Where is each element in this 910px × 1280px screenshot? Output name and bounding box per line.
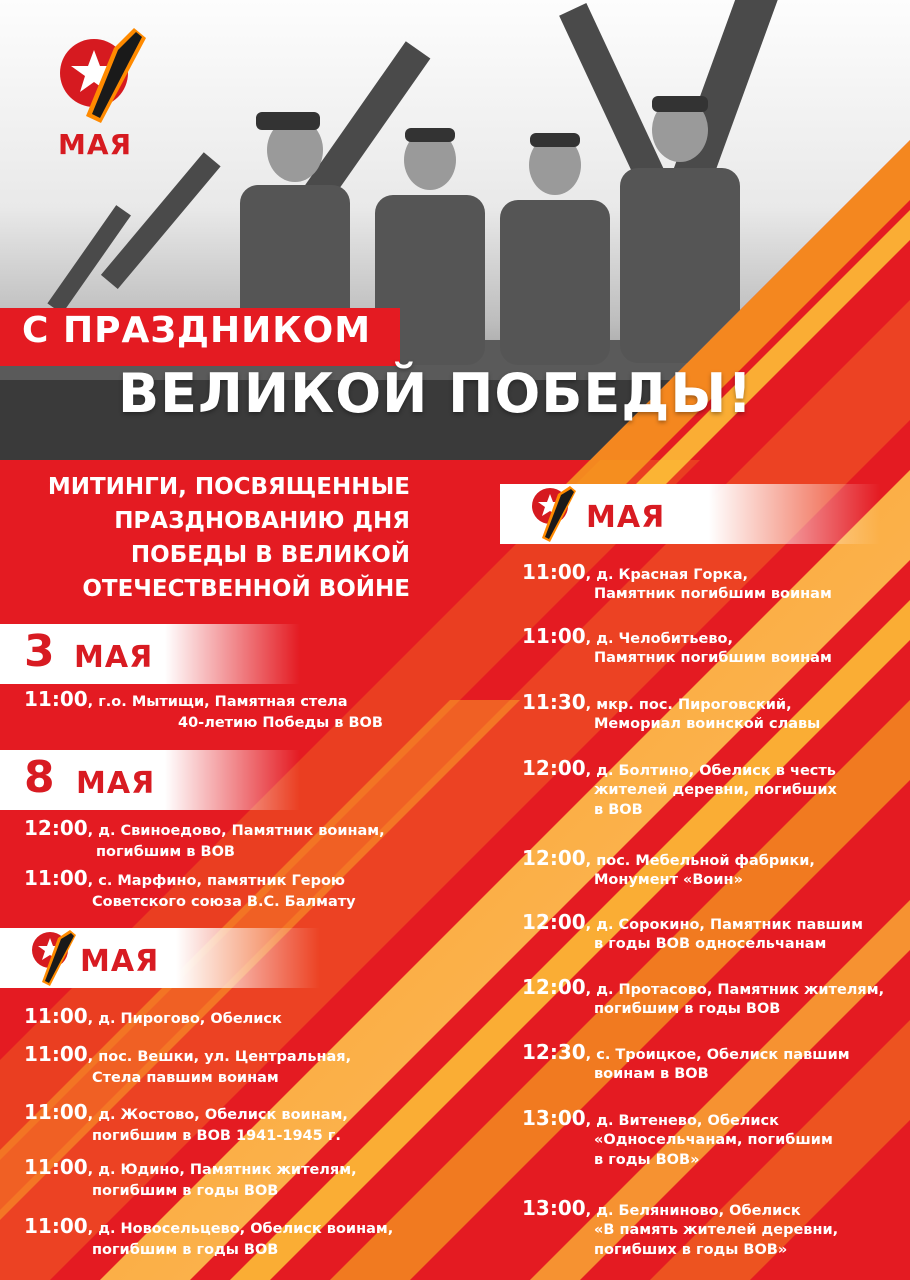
- event-time: 12:00: [24, 816, 88, 840]
- event-line2: «Односельчанам, погибшим: [594, 1132, 833, 1148]
- event-line1: , мкр. пос. Пироговский,: [585, 697, 792, 713]
- heading-line: ПРАЗДНОВАНИЮ ДНЯ: [114, 508, 410, 534]
- event-time: 11:00: [24, 1042, 88, 1066]
- event-item: [24, 1004, 282, 1028]
- event-item: [522, 1040, 850, 1082]
- date-number: 8: [24, 752, 55, 803]
- event-item: [24, 866, 356, 910]
- date-month: МАЯ: [80, 944, 160, 979]
- event-line1: , д. Сорокино, Памятник павшим: [585, 917, 863, 933]
- date-month: МАЯ: [586, 500, 666, 535]
- event-line1: , пос. Мебельной фабрики,: [585, 853, 815, 869]
- heading-line: МИТИНГИ, ПОСВЯЩЕННЫЕ: [47, 474, 410, 500]
- greeting-line1: С ПРАЗДНИКОМ: [22, 310, 372, 351]
- event-time: 11:00: [24, 687, 88, 711]
- event-item: [522, 560, 832, 602]
- event-time: 12:00: [522, 910, 586, 934]
- event-item: [522, 975, 885, 1017]
- event-item: [522, 910, 863, 952]
- event-time: 11:00: [24, 1100, 88, 1124]
- event-item: [24, 1214, 394, 1258]
- event-item: [522, 1106, 833, 1168]
- event-line2: Памятник погибшим воинам: [594, 586, 832, 602]
- event-item: [24, 1155, 357, 1199]
- greeting-line2: ВЕЛИКОЙ ПОБЕДЫ!: [118, 362, 753, 425]
- event-line1: , д. Свиноедово, Памятник воинам,: [87, 823, 385, 839]
- event-line1: , с. Троицкое, Обелиск павшим: [585, 1047, 850, 1063]
- nine-ribbon-icon: [28, 930, 76, 988]
- event-line1: , д. Красная Горка,: [585, 567, 748, 583]
- event-line2: погибшим в годы ВОВ: [92, 1183, 279, 1199]
- event-item: [24, 1042, 352, 1086]
- event-line2: погибшим в годы ВОВ: [594, 1001, 781, 1017]
- event-line1: , д. Новосельцево, Обелиск воинам,: [87, 1221, 394, 1237]
- event-line2: Мемориал воинской славы: [594, 716, 821, 732]
- heading-line: ПОБЕДЫ В ВЕЛИКОЙ: [130, 542, 410, 568]
- event-line2: в годы ВОВ односельчанам: [594, 936, 827, 952]
- event-line2: Советского союза В.С. Балмату: [92, 894, 356, 910]
- event-line2: Стела павшим воинам: [92, 1070, 279, 1086]
- event-line2: 40-летию Победы в ВОВ: [178, 715, 383, 731]
- event-time: 11:30: [522, 690, 586, 714]
- event-item: [522, 1196, 839, 1258]
- event-time: 12:30: [522, 1040, 586, 1064]
- event-line1: , д. Белянинoво, Обелиск: [585, 1203, 801, 1219]
- event-line2: Монумент «Воин»: [594, 872, 743, 888]
- event-line1: , д. Болтино, Обелиск в честь: [585, 763, 836, 779]
- event-line2: жителей деревни, погибших: [594, 782, 837, 798]
- event-time: 12:00: [522, 756, 586, 780]
- event-line1: , д. Витенево, Обелиск: [585, 1113, 779, 1129]
- event-line2: Памятник погибшим воинам: [594, 650, 832, 666]
- event-time: 11:00: [24, 866, 88, 890]
- event-line2: воинам в ВОВ: [594, 1066, 709, 1082]
- logo-text: МАЯ: [58, 128, 133, 161]
- event-item: [24, 816, 385, 860]
- event-item: [522, 756, 837, 818]
- event-line1: , д. Жостово, Обелиск воинам,: [87, 1107, 348, 1123]
- date-banner-3: [0, 624, 300, 684]
- nine-ribbon-icon: [528, 486, 576, 544]
- event-item: [522, 624, 832, 666]
- date-banner-9-left: [0, 928, 320, 988]
- event-line2: погибшим в ВОВ 1941-1945 г.: [92, 1128, 341, 1144]
- event-item: [24, 1100, 348, 1144]
- heading: [0, 470, 410, 606]
- event-time: 11:00: [24, 1004, 88, 1028]
- event-time: 11:00: [24, 1214, 88, 1238]
- event-time: 11:00: [522, 560, 586, 584]
- event-item: [522, 846, 815, 888]
- event-line3: в годы ВОВ»: [594, 1152, 700, 1168]
- heading-line: ОТЕЧЕСТВЕННОЙ ВОЙНЕ: [82, 576, 410, 602]
- date-banner-9-right: [500, 484, 880, 544]
- event-line1: , д. Юдино, Памятник жителям,: [87, 1162, 357, 1178]
- event-line1: , пос. Вешки, ул. Центральная,: [87, 1049, 352, 1065]
- date-month: МАЯ: [74, 640, 154, 675]
- event-line2: «В память жителей деревни,: [594, 1222, 839, 1238]
- event-line1: , д. Пирогово, Обелиск: [87, 1011, 282, 1027]
- date-banner-8: [0, 750, 300, 810]
- date-number: 3: [24, 626, 55, 677]
- event-line1: , г.о. Мытищи, Памятная стела: [87, 694, 348, 710]
- event-line1: , д. Протасово, Памятник жителям,: [585, 982, 885, 998]
- event-time: 11:00: [24, 1155, 88, 1179]
- event-item: [24, 687, 383, 731]
- event-time: 11:00: [522, 624, 586, 648]
- event-time: 13:00: [522, 1196, 586, 1220]
- event-line2: погибшим в годы ВОВ: [92, 1242, 279, 1258]
- event-line3: погибших в годы ВОВ»: [594, 1242, 788, 1258]
- event-time: 12:00: [522, 975, 586, 999]
- event-line1: , с. Марфино, памятник Герою: [87, 873, 346, 889]
- event-line1: , д. Челобитьево,: [585, 631, 733, 647]
- event-line2: погибшим в ВОВ: [96, 844, 235, 860]
- event-line3: в ВОВ: [594, 802, 643, 818]
- date-month: МАЯ: [76, 766, 156, 801]
- event-time: 12:00: [522, 846, 586, 870]
- event-item: [522, 690, 821, 732]
- event-time: 13:00: [522, 1106, 586, 1130]
